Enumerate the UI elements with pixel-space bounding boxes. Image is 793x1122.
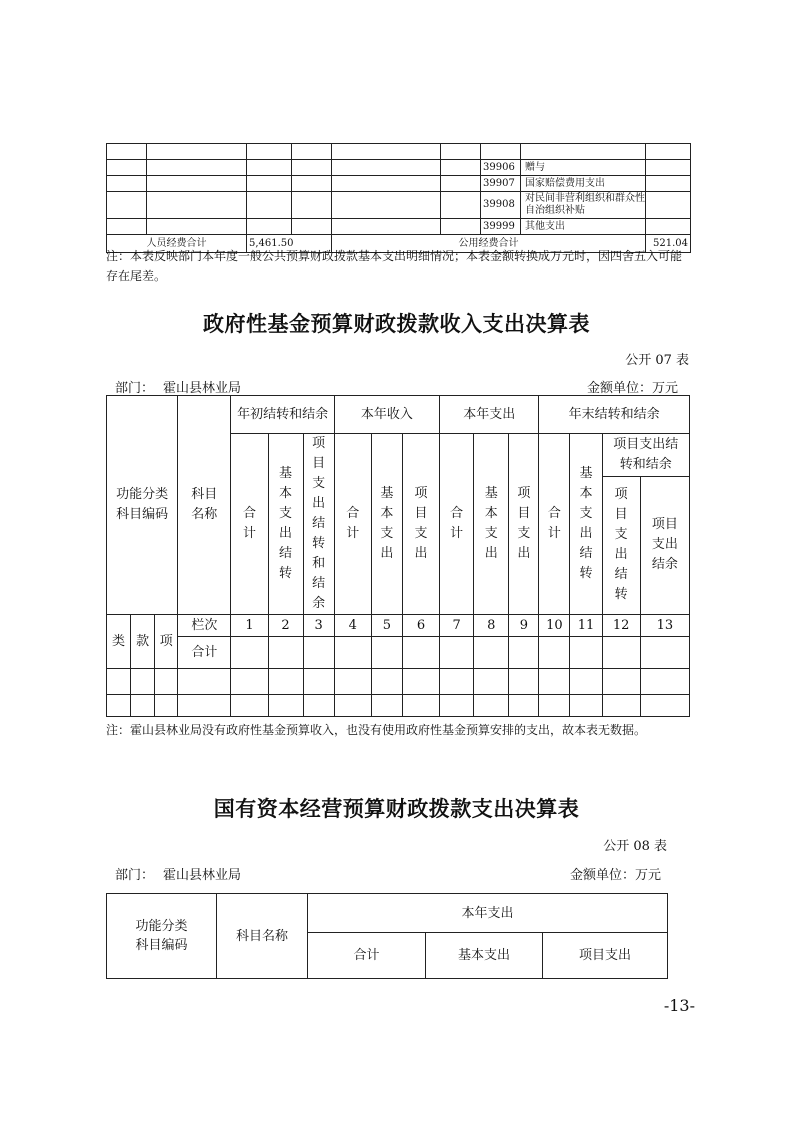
col-number: 4 — [334, 615, 371, 637]
col-number: 2 — [268, 615, 303, 637]
table-row — [107, 176, 691, 192]
income-header: 本年收入 — [334, 396, 439, 434]
section-title: 国有资本经营预算财政拨款支出决算表 — [213, 797, 580, 821]
dept-label: 部门： — [115, 381, 155, 396]
subject-code: 39906 — [481, 160, 521, 176]
gov-fund-table — [106, 395, 690, 717]
expense-detail-table-fragment — [106, 143, 691, 253]
section-title: 政府性基金预算财政拨款收入支出决算表 — [203, 312, 590, 336]
table-row — [107, 144, 691, 160]
year-expense-header: 本年支出 — [308, 894, 668, 933]
dept-name: 霍山县林业局 — [163, 381, 242, 396]
public-total-label: 公用经费合计 — [332, 235, 646, 253]
col-number: 8 — [474, 615, 509, 637]
subject-name: 其他支出 — [521, 219, 646, 235]
col-header: 基本支出结转 — [268, 434, 303, 615]
col-number: 13 — [640, 615, 689, 637]
col-number: 9 — [509, 615, 539, 637]
project-balance-header: 项目支出结转和结余 — [602, 434, 689, 477]
col-header: 项目支出结转 — [602, 476, 640, 614]
subject-name-header: 科目名称 — [178, 396, 231, 615]
subject-name: 对民间非营利组织和群众性自治组织补贴 — [521, 192, 646, 219]
personnel-total-label: 人员经费合计 — [107, 235, 247, 253]
end-balance-header: 年末结转和结余 — [539, 396, 690, 434]
col-header: 合计 — [334, 434, 371, 615]
state-capital-table — [106, 893, 668, 979]
col-header: 项目支出 — [402, 434, 439, 615]
basic-header: 基本支出 — [426, 933, 543, 979]
table-note: 注：本表反映部门本年度一般公共预算财政拨款基本支出明细情况；本表金额转换成万元时，因四舍五入可能存在尾差。 — [106, 249, 683, 283]
dept-label: 部门： — [115, 868, 155, 883]
col-header: 合计 — [440, 434, 474, 615]
func-class-header: 功能分类科目编码 — [107, 396, 178, 615]
table-row — [107, 160, 691, 176]
kuan-header: 款 — [131, 615, 155, 669]
subject-code: 39908 — [481, 192, 521, 219]
gov-fund-note: 注：霍山县林业局没有政府性基金预算收入，也没有使用政府性基金预算安排的支出，故本表无数据。 — [106, 723, 647, 737]
col-index-label: 栏次 — [178, 615, 231, 637]
table-row — [107, 219, 691, 235]
total-header: 合计 — [308, 933, 426, 979]
col-number: 6 — [402, 615, 439, 637]
amount-unit: 金额单位：万元 — [569, 868, 661, 883]
col-header: 基本支出 — [474, 434, 509, 615]
xiang-header: 项 — [155, 615, 178, 669]
subject-code: 39999 — [481, 219, 521, 235]
lei-header: 类 — [107, 615, 131, 669]
amount-unit: 金额单位：万元 — [586, 381, 678, 396]
col-number: 3 — [303, 615, 334, 637]
table-row — [107, 695, 690, 717]
col-header: 合计 — [539, 434, 570, 615]
project-header: 项目支出 — [543, 933, 668, 979]
subject-name: 赠与 — [521, 160, 646, 176]
page-number: -13- — [663, 996, 695, 1015]
col-number: 1 — [231, 615, 268, 637]
col-number: 10 — [539, 615, 570, 637]
dept-name: 霍山县林业局 — [163, 868, 242, 883]
col-number: 11 — [570, 615, 602, 637]
col-number: 7 — [440, 615, 474, 637]
col-header: 基本支出结转 — [570, 434, 602, 615]
table-row — [107, 669, 690, 695]
table-code: 公开 07 表 — [625, 353, 689, 368]
expense-header: 本年支出 — [440, 396, 539, 434]
table-code: 公开 08 表 — [603, 839, 667, 854]
col-header: 项目支出结余 — [640, 476, 689, 614]
col-header: 合计 — [231, 434, 268, 615]
begin-balance-header: 年初结转和结余 — [231, 396, 334, 434]
col-number: 5 — [371, 615, 402, 637]
subject-code: 39907 — [481, 176, 521, 192]
col-number: 12 — [602, 615, 640, 637]
sum-row-label: 合计 — [178, 637, 231, 669]
table-row — [107, 192, 691, 219]
subject-name: 国家赔偿费用支出 — [521, 176, 646, 192]
col-header: 项目支出结转和结余 — [303, 434, 334, 615]
public-total-value: 521.04 — [646, 235, 691, 253]
col-header: 项目支出 — [509, 434, 539, 615]
col-header: 基本支出 — [371, 434, 402, 615]
func-class-header: 功能分类 科目编码 — [107, 894, 217, 979]
subject-name-header: 科目名称 — [217, 894, 308, 979]
personnel-total-value: 5,461.50 — [247, 235, 332, 253]
